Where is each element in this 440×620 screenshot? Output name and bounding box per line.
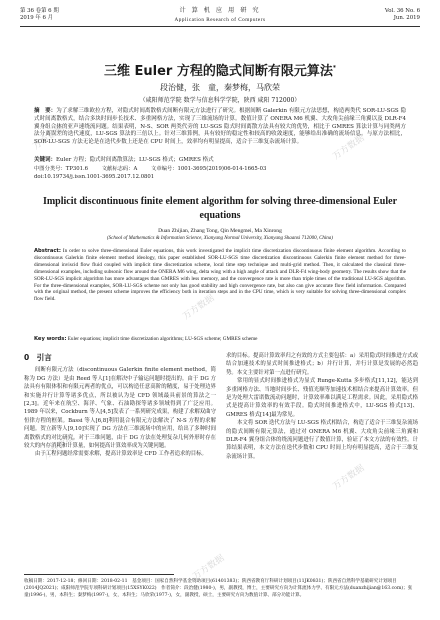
keywords-label-cn: 关键词： (34, 157, 57, 163)
abstract-text-en: In order to solve three-dimensional Euler equations, this work investigated the implicit time discretization discontinuous finite element algorithm. According to discontinuous Galerkin finite element method ideology, this paper established SOR-LU-SGS time discretization discontinuous Galerkin finite element method for three-dimensional inviscid flow fluid coupled with implicit time discretization scheme, local time step technique and multi-grid method. Then, it calculated the classical three-dimensional examples, including subsonic flow around the ONERA M6 wing, delta wing with a high angle of attack and DLR-F4 wing-body geometry. The results show that the SOR-LU-SGS implicit algorithm has more advantages than GMRES with less memory, and the convergence rate is more than triple times of the traditional LU-SGS algorithm. For the three-dimensional examples, SOR-LU-SGS scheme not only has good stability and high convergence rate, but also can give accurate flow field information. Compared with the original method, the present scheme improves the efficiency both in iteration steps and in the CPU time, which is very suitable for solving three-dimensional complex flow field. (34, 248, 406, 303)
volume-issue-cn: 第 36 卷第 6 期 (20, 8, 59, 14)
abstract-label-en: Abstract: (34, 248, 61, 254)
body-paragraph: 本文将 SOR 迭代方法与 LU-SGS 格式相结合，构造了适合于三维复杂流场的隐式间断有限元算法，通过对 ONERA M6 机翼、大攻角尖前缘三角翼和 DLR-F4 翼身组合体的绕流问题进行了数值计算，验证了本文方法的有效性。计算结果表明，本文方法在迭代步数和 CPU 时间上均有明显提高，适合于三维复杂流场计算。 (226, 420, 418, 460)
body-paragraph: 间断有限元方法（discontinuous Galerkin finite element method，简称为 DG 方法）是由 Reed 等人[1]在解决中子输运问题时提出的。由于 DG 方法具有有限体积和有限元两者的优点，可以构造任意高阶的精度，易于处理边界和实施并行计算等诸多优点，所以被认为是 CFD 领域最具前景的算法之一[2,3]。近年来在航空、海洋、气象、石油勘探等诸多领域得到了广泛应用。1989 年以来，Cockburn 等人[4,5]发表了一系列研究成果，构建了求解双曲守恒律方程的框架。Bassi 等人[6,8]利用混合有限元方法解决了 N-S 方程的求解问题。贺立新等人[9,10]实现了 DG 方法在三维流场中的应用，给出了多种时间离散格式的对比研究。对于三维问题，由于 DG 方法在处理复杂几何外形时存在较大的内存消耗和计算量，如何提高计算效率成为关键问题。 (24, 367, 216, 450)
title-footnote-mark: * (332, 64, 336, 72)
article-metadata (34, 166, 406, 181)
title-text-cn: 三维 Euler 方程的隐式间断有限元算法 (103, 64, 333, 79)
authors-en: Duan Zhijian, Zhang Tong, Qin Mengmei, Ma Xinrong (158, 228, 282, 234)
paper-title-en: Implicit discontinuous finite element algorithm for solving three-dimensional Euler equations (42, 196, 398, 221)
abstract-text-cn: 为了求解三维欧拉方程，对隐式时间离散格式间断有限元方法进行了研究。根据间断 Galerkin 有限元方法思想，构造两类代 SOR-LU-SGS 隐式时间离散格式，结合多块时间步长技术、多重网格方法，实现了三维流场的计算。数值计算了 ONERA M6 机翼、大攻角尖前缘三角翼以及 DLR-F4 翼身组合体的亚声速绕流问题。结果表明，N-S、SOR 两类代旁的 LU-SGS 隐式时间离散方法具有较大的优势，相比于 GMRES 算法计算与同类两方法分离误差的迭代速度，LU-SGS 算法的三倍以上。针对三维算例，具有较好的稳定性和较高的收敛速度，能够给出准确的流场信息。与原方法相比，SOR-LU-SGS 方法无论是在迭代步数上还是在 CPU 时间上，效率均有明显提高，适合于三维复杂流场计算。 (34, 108, 406, 146)
keywords-label-en: Key words: (34, 336, 67, 342)
date-en: Jun. 2019 (393, 15, 420, 21)
journal-name-cn: 计 算 机 应 用 研 究 (179, 7, 261, 14)
section-heading: 0 引言 (24, 353, 52, 362)
affiliation-en: (School of Mathematics & Information Science, Xianyang Normal University, Xianyang Shaanxi 712000, China) (107, 236, 333, 241)
keywords-text-en: Euler equations; implicit time discretization algorithms; LU-SGS scheme; GMRES scheme (67, 336, 258, 342)
watermark: 万方数据 (331, 463, 367, 493)
body-column-right (226, 352, 418, 461)
footnote-divider (24, 574, 174, 575)
authors-cn: 段治健，张 童，秦梦梅，马欣荣 (160, 83, 280, 92)
watermark: 万方数据 (31, 123, 67, 153)
date-cn: 2019 年 6 月 (20, 15, 54, 21)
volume-issue-en: Vol. 36 No. 6 (384, 8, 420, 14)
abstract-label-cn: 摘 要： (34, 108, 57, 114)
abstract-en (34, 248, 406, 303)
watermark: 万方数据 (41, 433, 77, 463)
clc-number: 中图分类号：TP301.6 (34, 166, 89, 172)
abstract-cn (34, 108, 406, 147)
doi[interactable]: doi:10.19734/j.issn.1001-3695.2017.12.0801 (34, 173, 155, 180)
journal-name-en: Application Research of Computers (174, 17, 266, 23)
watermark: 万方数据 (181, 293, 217, 323)
body-paragraph: 由于工程问题经常需要求解，提高计算效率是 CFD 工作者追求的目标。 (35, 451, 207, 458)
keywords-cn (34, 157, 406, 165)
article-number: 文章编号：1001-3695(2019)06-014-1665-03 (151, 166, 267, 172)
running-header (20, 6, 420, 27)
paper-title-cn (0, 60, 440, 79)
watermark: 万方数据 (331, 133, 367, 163)
body-column-left (24, 352, 216, 459)
body-paragraph: 求的目标。提高计算效率归之有效的方式主要包括：a）采用隐式时间推进方式或结合加速技术的显式时间推进格式；b）并行计算，并行计算是发展的必然趋势。本文主要针对第一点进行研究。 (226, 353, 418, 376)
body-paragraph: 常用的显式时间推进格式为显式 Runge-Kutta 多步格式[11,12]，能达到多重网格方法、当地时间步长、残值光顺等加速技术相结合来提高计算效率。但是为处理大雷诺数流动问题时，计算效率难以满足工程需求。因此，采用隐式格式是提高计算效率的有效手段。隐式时间推进格式中，LU-SGS 格式[13]、GMRES 格式[14]最为常见。 (226, 378, 418, 418)
document-code: 文献标志码：A (101, 166, 138, 172)
keywords-en (34, 336, 406, 343)
keywords-text-cn: Euler 方程；隐式时间离散算法；LU-SGS 格式；GMRES 格式 (56, 157, 214, 163)
watermark: 万方数据 (191, 553, 227, 583)
footnote: 收稿日期：2017-12-18；修回日期：2018-02-11 基金项目：国家自然科学基金资助项目(61401383)；陕西省教育厅科研计划项目(11JK0831)；陕西省自然科学基础研究计划项目(2014JQ2021)；咸阳师范学院专项科研计划项目(15XSYK022) 作者简介：段治健(1980-)，男，副教授，博士，主要研究方向为计算流体力学、有限元方法(duanzhijian@163.com)；张童(1996-)，男，本科生；秦梦梅(1997-)，女，本科生；马欣荣(1977-)，女，副教授，硕士，主要研究方向为数值计算、部分功能计算。 (24, 579, 413, 598)
header-right (385, 8, 420, 22)
affiliation-cn: （咸阳师范学院 数学与信息科学学院，陕西 咸阳 712000） (139, 97, 301, 104)
